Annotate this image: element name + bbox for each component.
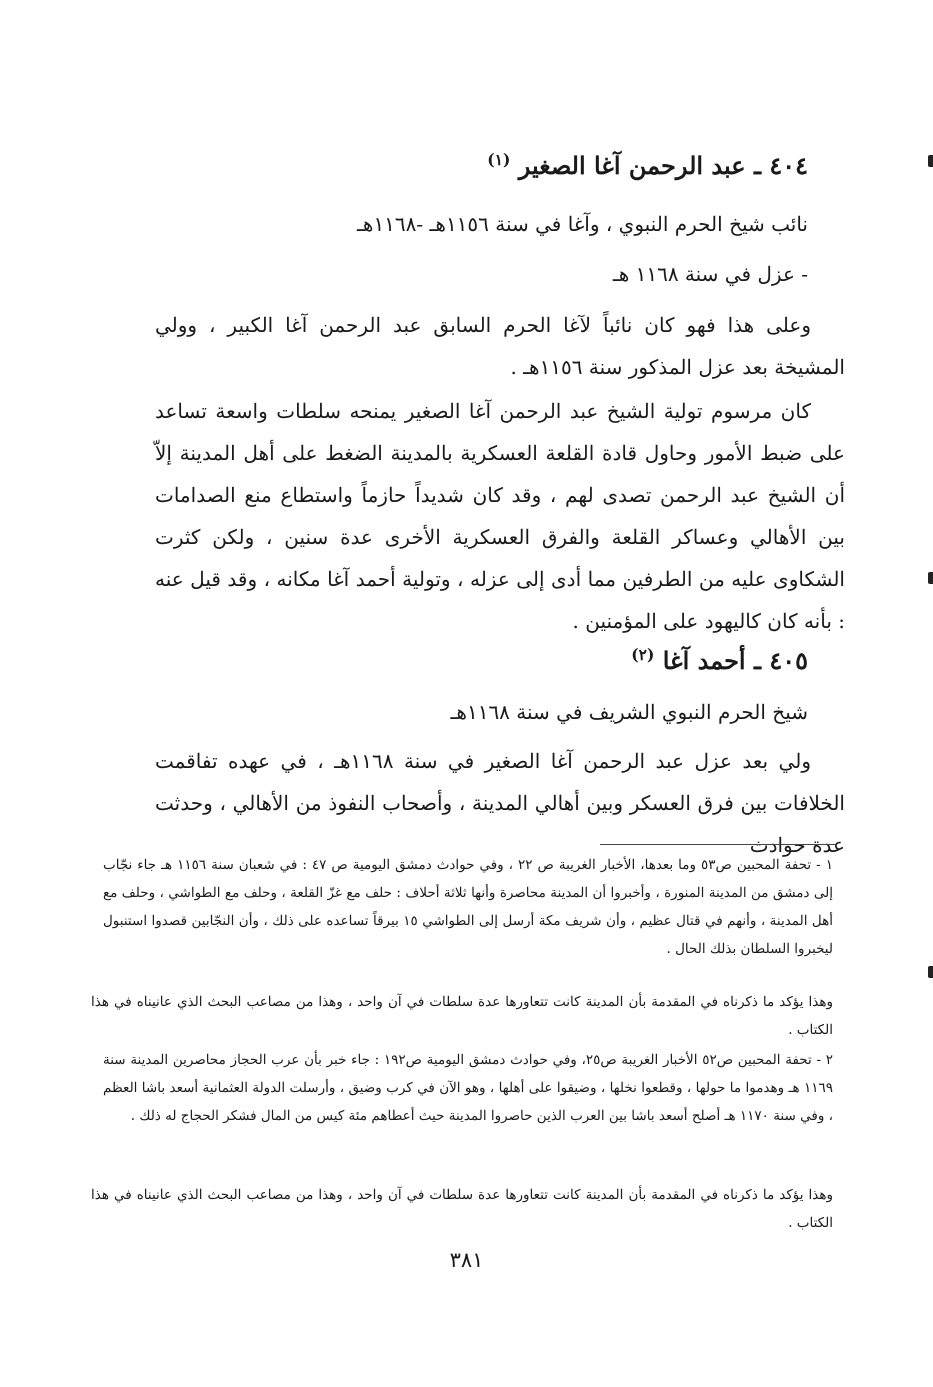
footnote-1-note: وهذا يؤكد ما ذكرناه في المقدمة بأن المدينة كانت تتعاورها عدة سلطات في آن واحد ، وهذا من مصاعب البحث الذي عانيناه في هذا الكتاب . [91, 994, 833, 1038]
scan-margin-mark [928, 966, 933, 978]
footnote-2-note: وهذا يؤكد ما ذكرناه في المقدمة بأن المدينة كانت تتعاورها عدة سلطات في آن واحد ، وهذا من مصاعب البحث الذي عانيناه في هذا الكتاب . [91, 1187, 833, 1231]
footnote-1: ١ - تحفة المحبين ص٥٣ وما بعدها، الأخبار الغريبة ص ٢٢ ، وفي حوادث دمشق اليومية ص ٤٧ : في شعبان سنة ١١٥٦ هـ جاء نجّاب إلى دمشق من المدينة المنورة ، وأخبروا أن المدينة محاصرة وأنها ثلاثة أحلاف : حلف مع غزّ القلعة ، وحلف مع الطواشي ، وحلف مع أهل المدينة ، وأنهم في قتال عظيم ، وأن شريف مكة أرسل إلى الطواشي ١٥ بيرقاً تساعده على ذلك ، وأن النجّابين قصدوا استنبول ليخبروا السلطان بذلك الحال . [103, 857, 834, 957]
page-number: ٣٨١ [449, 1248, 484, 1272]
entry-405-line-1: شيخ الحرم النبوي الشريف في سنة ١١٦٨هـ [450, 700, 808, 724]
footnote-2: ٢ - تحفة المحبين ص٥٢ الأخبار الغريبة ص٢٥، وفي حوادث دمشق اليومية ص١٩٢ : جاء خبر بأن عرب الحجاز محاصرين المدينة سنة ١١٦٩ هـ وهدموا ما حولها ، وقطعوا نخلها ، وضيقوا على أهلها ، وهو الآن في كرب وضيق ، وأرسلت الدولة العثمانية أسعد باشا العظم ، وفي سنة ١١٧٠ هـ أصلح أسعد باشا بين العرب الذين حاصروا المدينة حيث أعطاهم مئة كيس من المال فشكر الحجاج له ذلك . [103, 1052, 834, 1124]
entry-404-heading [487, 150, 808, 180]
entry-404-line-1: نائب شيخ الحرم النبوي ، وآغا في سنة ١١٥٦هـ -١١٦٨هـ [357, 212, 808, 236]
entry-404-paragraph-2: كان مرسوم تولية الشيخ عبد الرحمن آغا الصغير يمنحه سلطات واسعة تساعد على ضبط الأمور وحاول قادة القلعة العسكرية بالمدينة الضغط على أهل المدينة إلاّ أن الشيخ عبد الرحمن تصدى لهم ، وقد كان شديداً حازماً واستطاع منع الصدامات بين الأهالي وعساكر القلعة والفرق العسكرية الأخرى عدة سنين ، ولكن كثرت الشكاوى عليه من الطرفين مما أدى إلى عزله ، وتولية أحمد آغا مكانه ، وقد قيل عنه : بأنه كان كاليهود على المؤمنين . [155, 399, 845, 633]
entry-405-heading [631, 645, 808, 675]
scan-margin-mark [928, 155, 933, 167]
entry-405-footnote-ref: (٢) [631, 645, 655, 664]
entry-404-footnote-ref: (١) [487, 150, 511, 169]
scan-margin-mark [928, 572, 933, 584]
entry-405-title: ٤٠٥ ـ أحمد آغا [662, 646, 808, 675]
entry-405-paragraph-1: ولي بعد عزل عبد الرحمن آغا الصغير في سنة ١١٦٨هـ ، في عهده تفاقمت الخلافات بين فرق العسكر وبين أهالي المدينة ، وأصحاب النفوذ من الأهالي ، وحدثت عدة حوادث [155, 749, 845, 857]
entry-404-line-2: - عزل في سنة ١١٦٨ هـ [612, 262, 808, 286]
entry-404-title: ٤٠٤ ـ عبد الرحمن آغا الصغير [518, 151, 808, 180]
footnote-separator [600, 844, 836, 845]
entry-404-paragraph-1: وعلى هذا فهو كان نائباً لآغا الحرم السابق عبد الرحمن آغا الكبير ، وولي المشيخة بعد عزل المذكور سنة ١١٥٦هـ . [155, 313, 845, 379]
